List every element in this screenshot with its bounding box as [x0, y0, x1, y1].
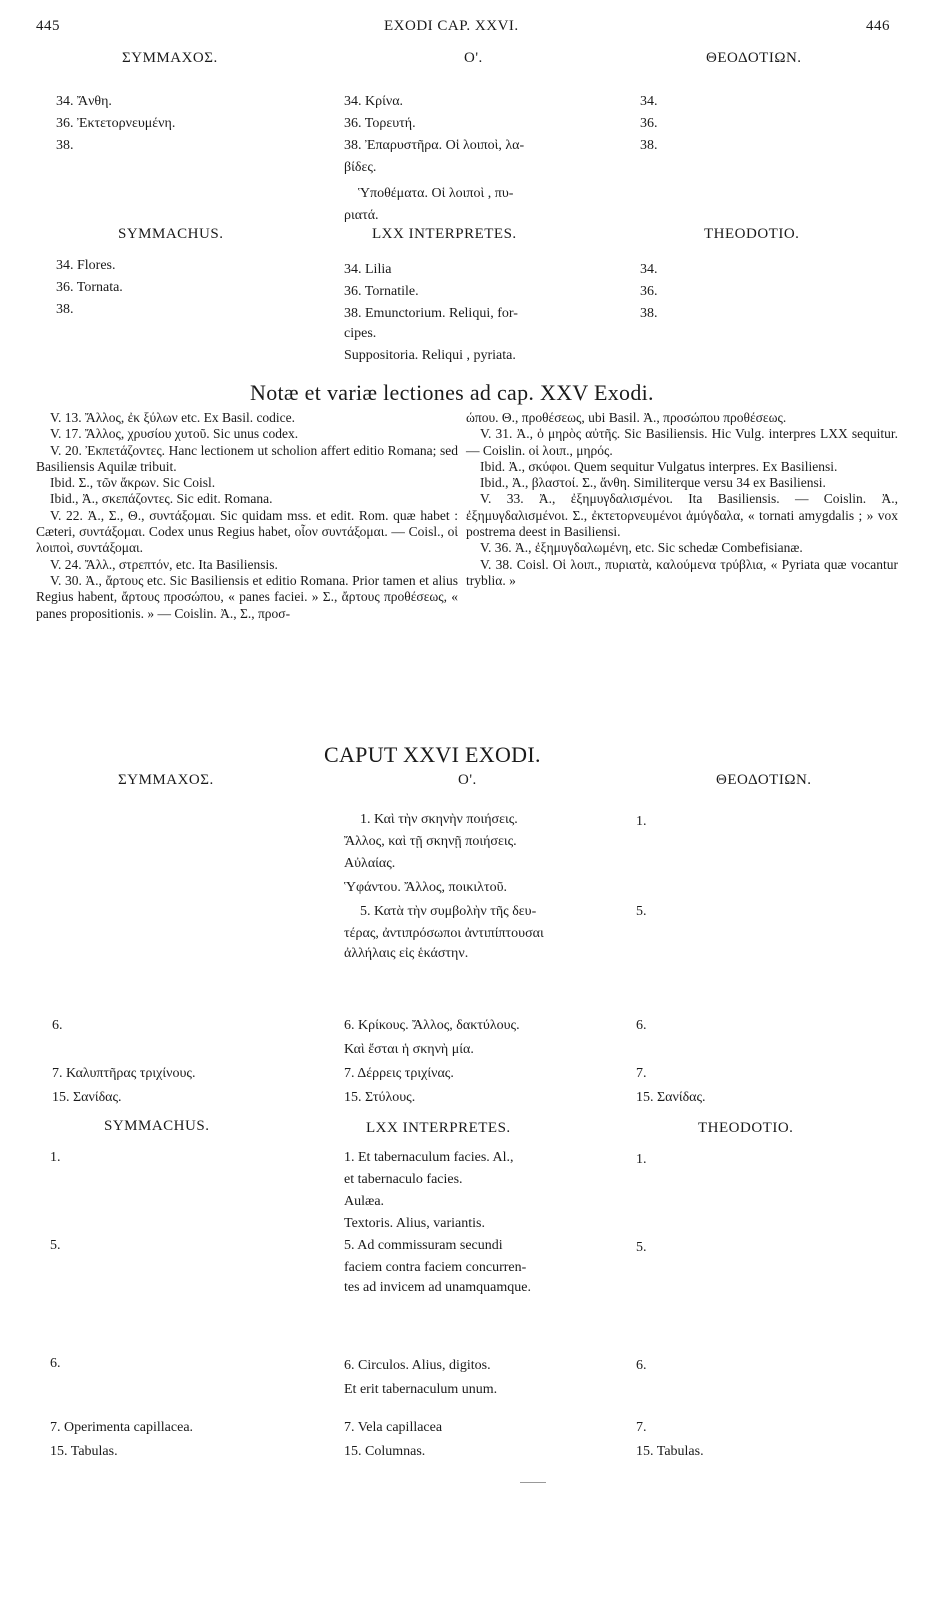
- caput-l-lxx-1-c: Aulæa.: [344, 1194, 385, 1209]
- caput-l-lxx-7: 7. Vela capillacea: [344, 1420, 443, 1435]
- note-ibid-2: Ibid., Ἀ., σκεπάζοντες. Sic edit. Romana.: [50, 491, 273, 507]
- caput-l-sym-15: 15. Tabulas.: [50, 1444, 118, 1459]
- page-number-right: 446: [866, 18, 890, 34]
- caput-g-lxx-15: 15. Στύλους.: [344, 1090, 416, 1105]
- note-v38: V. 38. Coisl. Οἱ λοιπ., πυριατὰ, καλούμενα τρύβλια, « Pyriata quæ vocantur trybliα. »: [466, 556, 898, 588]
- col-head-lxx-greek: Ο'.: [464, 50, 483, 66]
- caput-l-sym-7: 7. Operimenta capillacea.: [50, 1420, 194, 1435]
- caput-l-theo-5: 5.: [636, 1240, 647, 1255]
- note-ibid-4: Ibid., Ἀ., βλαστοί. Σ., ἄνθη. Similiterque versu 34 ex Basiliensi.: [480, 475, 826, 491]
- sym-latin-38: 38.: [56, 302, 74, 317]
- note-ibid-3: Ibid. Ἀ., σκύφοι. Quem sequitur Vulgatus interpres. Ex Basiliensi.: [480, 458, 838, 474]
- caput-l-lxx-6-b: Et erit tabernaculum unum.: [344, 1382, 498, 1397]
- lxx-latin-38-cont: cipes.: [344, 326, 377, 341]
- note-v17: V. 17. Ἄλλος, χρυσίου χυτοῦ. Sic unus codex.: [50, 426, 299, 442]
- caput-col-head-lxx-greek: Ο'.: [458, 772, 477, 788]
- theo-verse-36: 36.: [640, 116, 658, 131]
- caput-l-lxx-5-b: faciem contra faciem concurren-: [344, 1260, 527, 1275]
- lxx-latin-36: 36. Tornatile.: [344, 284, 419, 299]
- caput-g-lxx-1-b: Ἄλλος, καὶ τῇ σκηνῇ ποιήσεις.: [344, 834, 517, 849]
- caput-l-sym-1: 1.: [50, 1150, 61, 1165]
- caput-col-head-symmachus-greek: ΣΥΜΜΑΧΟΣ.: [118, 772, 214, 788]
- caput-l-sym-5: 5.: [50, 1238, 61, 1253]
- caput-l-theo-6: 6.: [636, 1358, 647, 1373]
- lxx-verse-38: 38. Ἐπαρυστῆρα. Οἱ λοιποὶ, λα-: [344, 138, 525, 153]
- sym-verse-34: 34. Ἄνθη.: [56, 94, 112, 109]
- note-v33: V. 33. Ἀ., ἐξημυγδαλισμένοι. Ita Basiliensis. — Coislin. Ἀ., ἐξημυγδαλισμένοι. Σ., ἐκτετορνευμένοι ἀμύγδαλα, « tornati amygdalis ; » vox postrema deest in Basiliensi.: [466, 491, 898, 540]
- caput-g-lxx-5-a: 5. Κατὰ τὴν συμβολὴν τῆς δευ-: [360, 904, 537, 919]
- caput-g-lxx-1-a: 1. Καὶ τὴν σκηνὴν ποιήσεις.: [360, 812, 518, 827]
- caput-col-head-symmachus-latin: SYMMACHUS.: [104, 1118, 210, 1134]
- note-v31: V. 31. Ἀ., ὁ μηρὸς αὐτῆς. Sic Basiliensis. Hic Vulg. interpres LXX sequitur. — Coislin. οἱ λοιπ., μηρός.: [466, 426, 898, 458]
- running-title: EXODI CAP. XXVI.: [384, 18, 519, 34]
- caput-g-lxx-5-c: ἀλλήλαις εἰς ἑκάστην.: [344, 946, 469, 961]
- caput-col-head-theodotion-latin: THEODOTIO.: [698, 1120, 794, 1136]
- caput-g-lxx-7: 7. Δέρρεις τριχίνας.: [344, 1066, 454, 1081]
- sym-verse-36: 36. Ἐκτετορνευμένη.: [56, 116, 176, 131]
- col-head-theodotion-greek: ΘΕΟΔΟΤΙΩΝ.: [706, 50, 802, 66]
- caput-l-theo-7: 7.: [636, 1420, 647, 1435]
- theo-verse-38: 38.: [640, 138, 658, 153]
- caput-g-theo-7: 7.: [636, 1066, 647, 1081]
- notes-right-column: [466, 410, 898, 589]
- caput-l-lxx-15: 15. Columnas.: [344, 1444, 426, 1459]
- col-head-symmachus-latin: SYMMACHUS.: [118, 226, 224, 242]
- caput-g-theo-1: 1.: [636, 814, 647, 829]
- lxx-verse-34: 34. Κρίνα.: [344, 94, 404, 109]
- caput-l-lxx-5-a: 5. Ad commissuram secundi: [344, 1238, 503, 1253]
- lxx-verse-36: 36. Τορευτή.: [344, 116, 416, 131]
- lxx-latin-suppositoria: Suppositoria. Reliqui , pyriata.: [344, 348, 516, 363]
- caput-l-lxx-5-c: tes ad invicem ad unamquamque.: [344, 1280, 531, 1295]
- caput-title: CAPUT XXVI EXODI.: [324, 742, 541, 767]
- caput-l-sym-6: 6.: [50, 1356, 61, 1371]
- caput-g-sym-7: 7. Καλυπτῆρας τριχίνους.: [52, 1066, 196, 1081]
- lxx-hypothemata: Ὑποθέματα. Οἱ λοιποὶ , πυ-: [358, 186, 514, 201]
- note-v22: V. 22. Ἀ., Σ., Θ., συντάξομαι. Sic quidam mss. et edit. Rom. quæ habet : Cæteri, συντάξομαι. Codex unus Regius habet, οἷον συντάξομαι. — Coisl., οἱ λοιποὶ, συντάξομαι.: [36, 507, 458, 556]
- note-v30: V. 30. Ἀ., ἄρτους etc. Sic Basiliensis et editio Romana. Prior tamen et alius Regius habent, ἄρτους προσώπου, « panes faciei. » Σ., ἄρτους προθέσεως, « panes propositionis. » — Coislin. Ἀ., Σ., προσ-: [36, 572, 458, 621]
- caput-l-theo-15: 15. Tabulas.: [636, 1444, 704, 1459]
- lxx-latin-38: 38. Emunctorium. Reliqui, for-: [344, 306, 518, 321]
- caput-g-sym-6: 6.: [52, 1018, 63, 1033]
- theo-latin-38: 38.: [640, 306, 658, 321]
- caput-g-lxx-5-b: τέρας, ἀντιπρόσωποι ἀντιπίπτουσαι: [344, 926, 544, 941]
- caput-l-lxx-1-b: et tabernaculo facies.: [344, 1172, 463, 1187]
- notes-left-column: [36, 410, 458, 622]
- caput-g-theo-15: 15. Σανίδας.: [636, 1090, 706, 1105]
- caput-col-head-theodotion-greek: ΘΕΟΔΟΤΙΩΝ.: [716, 772, 812, 788]
- lxx-latin-34: 34. Lilia: [344, 262, 392, 277]
- col-head-lxx-latin: LXX INTERPRETES.: [372, 226, 517, 242]
- theo-latin-34: 34.: [640, 262, 658, 277]
- notes-title: Notæ et variæ lectiones ad cap. XXV Exodi.: [250, 380, 654, 405]
- col-head-symmachus-greek: ΣΥΜΜΑΧΟΣ.: [122, 50, 218, 66]
- theo-verse-34: 34.: [640, 94, 658, 109]
- sym-latin-34: 34. Flores.: [56, 258, 116, 273]
- caput-g-theo-6: 6.: [636, 1018, 647, 1033]
- caput-g-lxx-6-b: Καὶ ἔσται ἡ σκηνὴ μία.: [344, 1042, 474, 1057]
- col-head-theodotion-latin: THEODOTIO.: [704, 226, 800, 242]
- caput-l-theo-1: 1.: [636, 1152, 647, 1167]
- caput-g-lxx-1-d: Ὑφάντου. Ἄλλος, ποικιλτοῦ.: [344, 880, 508, 895]
- note-v30-cont: ώπου. Θ., προθέσεως, ubi Basil. Ἀ., προσώπου προθέσεως.: [466, 410, 787, 425]
- caput-l-lxx-1-a: 1. Et tabernaculum facies. Al.,: [344, 1150, 514, 1165]
- note-v20: V. 20. Ἐκπετάζοντες. Hanc lectionem ut scholion affert editio Romana; sed Basiliensis Aquilæ tribuit.: [36, 442, 458, 474]
- sym-verse-38: 38.: [56, 138, 74, 153]
- caput-g-lxx-1-c: Αὐλαίας.: [344, 856, 396, 871]
- caput-col-head-lxx-latin: LXX INTERPRETES.: [366, 1120, 511, 1136]
- theo-latin-36: 36.: [640, 284, 658, 299]
- lxx-hypothemata-cont: ριατά.: [344, 208, 379, 223]
- caput-l-lxx-6-a: 6. Circulos. Alius, digitos.: [344, 1358, 491, 1373]
- note-v24: V. 24. Ἄλλ., στρεπτόν, etc. Ita Basiliensis.: [50, 556, 278, 572]
- note-v36: V. 36. Ἀ., ἐξημυγδαλωμένη, etc. Sic schedæ Combefisianæ.: [480, 540, 803, 556]
- lxx-verse-38-cont: βίδες.: [344, 160, 377, 175]
- caput-l-lxx-1-d: Textoris. Alius, variantis.: [344, 1216, 485, 1231]
- caput-g-lxx-6-a: 6. Κρίκους. Ἄλλος, δακτύλους.: [344, 1018, 520, 1033]
- caput-g-theo-5: 5.: [636, 904, 647, 919]
- note-v13: V. 13. Ἄλλος, ἐκ ξύλων etc. Ex Basil. codice.: [50, 410, 296, 425]
- page-number-left: 445: [36, 18, 60, 34]
- note-ibid-1: Ibid. Σ., τῶν ἄκρων. Sic Coisl.: [50, 475, 216, 491]
- end-rule: [520, 1482, 546, 1483]
- sym-latin-36: 36. Tornata.: [56, 280, 123, 295]
- caput-g-sym-15: 15. Σανίδας.: [52, 1090, 122, 1105]
